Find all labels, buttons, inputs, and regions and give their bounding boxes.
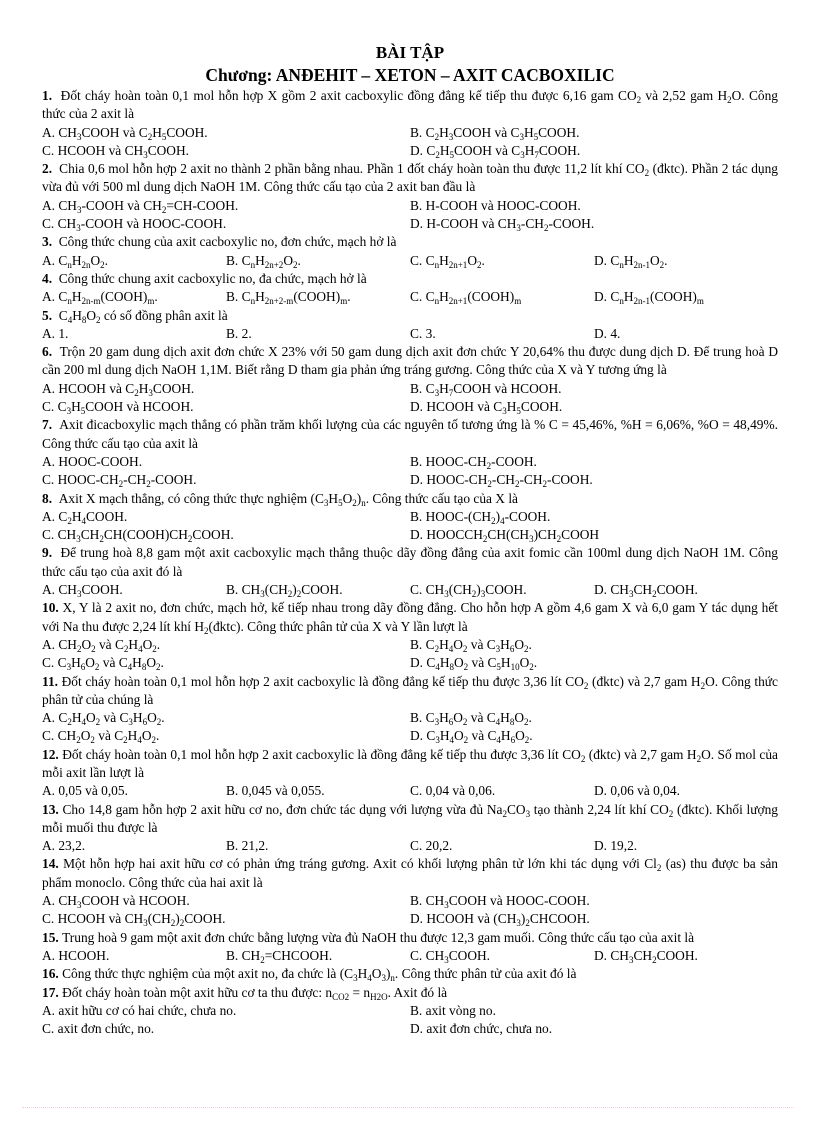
question-2 (42, 160, 778, 233)
question-stem (42, 490, 778, 508)
question-stem (42, 855, 778, 892)
question-stem (42, 929, 778, 947)
question-text: Công thức thực nghiệm của một axit no, đa chức là $(C_3H_4O_3)_n$. Công thức phân tử của axit đó là (58, 966, 577, 984)
answer-option-b: B. 21,2. (226, 838, 269, 854)
answer-options (42, 380, 778, 417)
answer-option-d: D. $C_nH_{2n-1}(COOH)_m$ (594, 289, 704, 307)
answer-option-c: C. $C_nH_{2n+1}O_2$. (410, 252, 485, 270)
answer-option-b: B. HOOC-$CH_2$-COOH. (410, 453, 537, 471)
answer-option-c: C. $CH_3(CH_2)_3COOH$. (410, 582, 527, 600)
question-text: Công thức chung của axit cacboxylic no, đơn chức, mạch hở là (52, 234, 397, 250)
answer-option-c: C. $CH_3$-COOH và HOOC-COOH. (42, 216, 227, 234)
question-number: 9. (42, 545, 53, 561)
question-stem (42, 160, 778, 197)
answer-option-c: C. 20,2. (410, 838, 453, 854)
question-text: Một hỗn hợp hai axit hữu cơ có phản ứng tráng gương. Axit có khối lượng phân tử lớn khi tác dụng với $Cl_2$ (as) thu được ba sản phẩm monoclo. Công thức của hai axit là (42, 856, 778, 890)
question-text: Trộn 20 gam dung dịch axit đơn chức X 23% với 50 gam dung dịch axit đơn chức Y 20,64% thu được dung dịch D. Để trung hoà D cần 200 ml dung dịch NaOH 1,1M. Biết rằng D tham gia phản ứng tráng gương. Công thức của X và Y tương ứng là (42, 344, 778, 378)
question-17 (42, 984, 778, 1039)
question-text: X, Y là 2 axit no, đơn chức, mạch hở, kế tiếp nhau trong dãy đồng đẳng. Cho hỗn hợp A gồm 4,6 gam X và 6,0 gam Y tác dụng hết với Na thu được 2,24 lít khí $H_2(đktc)$. Công thức phân tử của X và Y lần lượt là (42, 600, 778, 636)
question-stem (42, 307, 778, 325)
question-text: Đốt cháy hoàn toàn 0,1 mol hỗn hợp 2 axit cacboxylic là đồng đẳng kế tiếp thu được 3,36 lít $CO_2$ (đktc) và 2,7 gam $H_2O$. Công thức phân tử của chúng là (42, 673, 778, 707)
question-stem (42, 965, 778, 983)
question-text: Axit đicacboxylic mạch thẳng có phần trăm khối lượng của các nguyên tố tương ứng là % C = 45,46%, %H = 6,06%, %O = 48,49%. Công thức cấu tạo của axit là (42, 417, 778, 451)
question-text: Axit X mạch thẳng, có công thức thực nghiệm $(C_3H_5O_2)_n$. Công thức cấu tạo của X là (52, 490, 518, 508)
question-text: Đốt cháy hoàn toàn một axit hữu cơ ta thu được: $n_{CO2} = n_{H2O}$. Axit đó là (58, 984, 448, 1002)
answer-option-a: A. 23,2. (42, 838, 86, 854)
answer-option-a: A. $C_2H_4COOH$. (42, 508, 128, 526)
question-text: Đốt cháy hoàn toàn 0,1 mol hỗn hợp X gồm 2 axit cacboxylic đồng đẳng kế tiếp thu được 6,16 gam $CO_2$ và 2,52 gam $H_2O$. Công thức của 2 axit là (42, 88, 778, 122)
answer-options (42, 197, 778, 234)
answer-option-d: D. $CH_3CH_2COOH$. (594, 582, 698, 600)
answer-option-a: A. $CH_3COOH$. (42, 582, 123, 600)
question-number: 1. (42, 88, 53, 103)
question-1 (42, 87, 778, 160)
question-text: Đốt cháy hoàn toàn 0,1 mol hỗn hợp 2 axit cacboxylic là đồng đẳng kế tiếp thu được 3,36 lít $CO_2$ (đktc) và 2,7 gam $H_2O$. Số mol của mỗi axit lần lượt là (42, 746, 778, 780)
answer-options (42, 1002, 778, 1039)
answer-option-b: B. axit vòng no. (410, 1002, 496, 1018)
answer-option-a: A. $CH_3COOH$ và HCOOH. (42, 893, 190, 911)
answer-option-b: B. $CH_2=CHCOOH$. (226, 947, 333, 965)
question-list (42, 87, 778, 1038)
answer-option-d: D. $HOOCCH_2CH(CH_3)CH_2COOH$ (410, 527, 600, 545)
answer-options (42, 709, 778, 746)
answer-option-a: A. $CH_3COOH$ và $C_2H_5COOH$. (42, 124, 208, 142)
question-14 (42, 855, 778, 928)
answer-option-d: D. axit đơn chức, chưa no. (410, 1021, 553, 1037)
answer-options (42, 837, 778, 855)
answer-option-a: A. $CH_3$-COOH và $CH_2=CH$-COOH. (42, 197, 239, 215)
answer-option-b: B. H-COOH và HOOC-COOH. (410, 197, 581, 213)
answer-option-d: D. HCOOH và $(CH_3)_2CHCOOH$. (410, 911, 590, 929)
answer-option-b: B. 0,045 và 0,055. (226, 783, 325, 799)
question-4 (42, 270, 778, 307)
answer-options (42, 252, 778, 270)
question-stem (42, 416, 778, 453)
question-number: 3. (42, 234, 53, 250)
answer-option-a: A. HCOOH. (42, 947, 110, 963)
question-8 (42, 490, 778, 545)
question-number: 7. (42, 417, 53, 433)
question-9 (42, 544, 778, 599)
question-15 (42, 929, 778, 966)
answer-option-c: C. HCOOH và $CH_3(CH_2)_2COOH$. (42, 911, 226, 929)
question-text: Công thức chung axit cacboxylic no, đa chức, mạch hở là (52, 270, 367, 286)
answer-options (42, 124, 778, 161)
answer-option-b: B. $CH_3(CH_2)_2COOH$. (226, 582, 343, 600)
answer-option-a: A. $C_nH_{2n}O_2$. (42, 252, 109, 270)
answer-options (42, 325, 778, 343)
question-text: Để trung hoà 8,8 gam một axit cacboxylic mạch thẳng thuộc dãy đồng đẳng của axit fomic cần 100ml dung dịch NaOH 1M. Công thức cấu tạo của axit đó là (42, 545, 778, 579)
question-number: 4. (42, 270, 53, 286)
question-stem (42, 984, 778, 1002)
answer-option-d: D. $C_nH_{2n-1}O_2$. (594, 252, 668, 270)
answer-option-d: D. 19,2. (594, 838, 638, 854)
answer-option-d: D. $C_3H_4O_2$ và $C_4H_6O_2$. (410, 728, 533, 746)
answer-options (42, 288, 778, 306)
question-number: 10. (42, 600, 59, 616)
answer-option-a: A. HOOC-COOH. (42, 453, 143, 469)
answer-option-d: D. $CH_3CH_2COOH$. (594, 947, 698, 965)
chapter-subtitle: Chương: ANĐEHIT – XETON – AXIT CACBOXILIC (205, 65, 615, 85)
answer-option-c: C. HCOOH và $CH_3COOH$. (42, 142, 189, 160)
question-number: 11. (42, 673, 58, 689)
answer-option-c: C. 0,04 và 0,06. (410, 783, 496, 799)
question-stem (42, 599, 778, 636)
answer-option-a: A. HCOOH và $C_2H_3COOH$. (42, 380, 195, 398)
document-title: BÀI TẬP (375, 43, 445, 62)
answer-options (42, 453, 778, 490)
answer-options (42, 636, 778, 673)
question-stem (42, 343, 778, 380)
question-number: 15. (42, 929, 59, 945)
answer-option-c: C. $C_3H_5COOH$ và HCOOH. (42, 399, 194, 417)
answer-option-c: C. $CH_3COOH$. (410, 947, 491, 965)
question-text: Chia 0,6 mol hỗn hợp 2 axit no thành 2 phần bằng nhau. Phần 1 đốt cháy hoàn toàn thu được 11,2 lít khí $CO_2$ (đktc). Phần 2 tác dụng vừa đủ với 500 ml dung dịch NaOH 1M. Công thức cấu tạo của 2 axit ban đầu là (42, 161, 778, 195)
answer-option-b: B. 2. (226, 325, 252, 341)
answer-options (42, 581, 778, 599)
answer-option-a: A. 0,05 và 0,05. (42, 783, 128, 799)
answer-options (42, 508, 778, 545)
answer-option-c: C. $CH_3CH_2CH(COOH)CH_2COOH$. (42, 527, 234, 545)
question-number: 17. (42, 984, 59, 1000)
answer-option-d: D. 0,06 và 0,04. (594, 783, 680, 799)
answer-option-b: B. $C_3H_6O_2$ và $C_4H_8O_2$. (410, 710, 532, 728)
question-number: 13. (42, 801, 59, 817)
answer-options (42, 892, 778, 929)
answer-option-d: D. $C_4H_8O_2$ và $C_5H_{10}O_2$. (410, 655, 538, 673)
answer-option-d: D. $C_2H_5COOH$ và $C_3H_7COOH$. (410, 142, 581, 160)
question-number: 12. (42, 746, 59, 762)
question-text: Cho 14,8 gam hỗn hợp 2 axit hữu cơ no, đơn chức tác dụng với lượng vừa đủ $Na_2CO_3$ tạo thành 2,24 lít khí $CO_2$ (đktc). Khối lượng mỗi muối thu được là (42, 801, 778, 835)
question-number: 5. (42, 307, 53, 323)
answer-option-d: D. HOOC-$CH_2-CH_2-CH_2$-COOH. (410, 472, 593, 490)
answer-option-c: C. $CH_2O_2$ và $C_2H_4O_2$. (42, 728, 160, 746)
answer-option-a: A. 1. (42, 325, 69, 341)
answer-option-a: A. axit hữu cơ có hai chức, chưa no. (42, 1002, 237, 1018)
answer-option-c: C. $C_nH_{2n+1}(COOH)_m$ (410, 289, 522, 307)
answer-option-c: C. $C_3H_6O_2$ và $C_4H_8O_2$. (42, 655, 164, 673)
question-stem (42, 270, 778, 288)
answer-option-c: C. 3. (410, 325, 436, 341)
answer-option-b: B. HOOC-$(CH_2)_4$-COOH. (410, 508, 551, 526)
question-12 (42, 746, 778, 801)
question-stem (42, 544, 778, 581)
answer-option-c: C. axit đơn chức, no. (42, 1021, 155, 1037)
question-text: Trung hoà 9 gam một axit đơn chức bằng lượng vừa đủ NaOH thu được 12,3 gam muối. Công thức cấu tạo của axit là (58, 929, 695, 945)
question-11 (42, 673, 778, 746)
question-13 (42, 801, 778, 856)
question-stem (42, 673, 778, 710)
answer-option-b: B. $C_3H_7COOH$ và HCOOH. (410, 380, 562, 398)
question-number: 14. (42, 856, 59, 872)
question-stem (42, 87, 778, 124)
answer-option-b: B. $CH_3COOH$ và HOOC-COOH. (410, 893, 590, 911)
question-stem (42, 233, 778, 251)
question-16 (42, 965, 778, 983)
question-number: 16. (42, 966, 59, 982)
document-page (42, 42, 778, 1038)
question-5 (42, 307, 778, 344)
answer-options (42, 782, 778, 800)
question-number: 8. (42, 490, 53, 506)
question-stem (42, 746, 778, 783)
answer-option-a: A. $CH_2O_2$ và $C_2H_4O_2$. (42, 636, 161, 654)
question-7 (42, 416, 778, 489)
answer-option-d: D. 4. (594, 325, 621, 341)
answer-option-b: B. $C_2H_3COOH$ và $C_3H_5COOH$. (410, 124, 580, 142)
answer-option-b: B. $C_nH_{2n+2}O_2$. (226, 252, 301, 270)
question-text: $C_4H_8O_2$ có số đồng phân axit là (52, 307, 228, 325)
answer-options (42, 947, 778, 965)
page-bottom-divider (22, 1107, 794, 1108)
question-stem (42, 801, 778, 838)
answer-option-b: B. $C_2H_4O_2$ và $C_3H_6O_2$. (410, 636, 532, 654)
question-6 (42, 343, 778, 416)
answer-option-c: C. HOOC-$CH_2-CH_2$-COOH. (42, 472, 197, 490)
question-3 (42, 233, 778, 270)
question-number: 2. (42, 161, 53, 177)
question-number: 6. (42, 344, 53, 360)
answer-option-b: B. $C_nH_{2n+2-m}(COOH)_m$. (226, 289, 351, 307)
answer-option-d: D. HCOOH và $C_3H_5COOH$. (410, 399, 563, 417)
answer-option-d: D. H-COOH và $CH_3-CH_2$-COOH. (410, 216, 595, 234)
answer-option-a: A. $C_nH_{2n-m}(COOH)_m$. (42, 289, 158, 307)
answer-option-a: A. $C_2H_4O_2$ và $C_3H_6O_2$. (42, 710, 165, 728)
question-10 (42, 599, 778, 672)
